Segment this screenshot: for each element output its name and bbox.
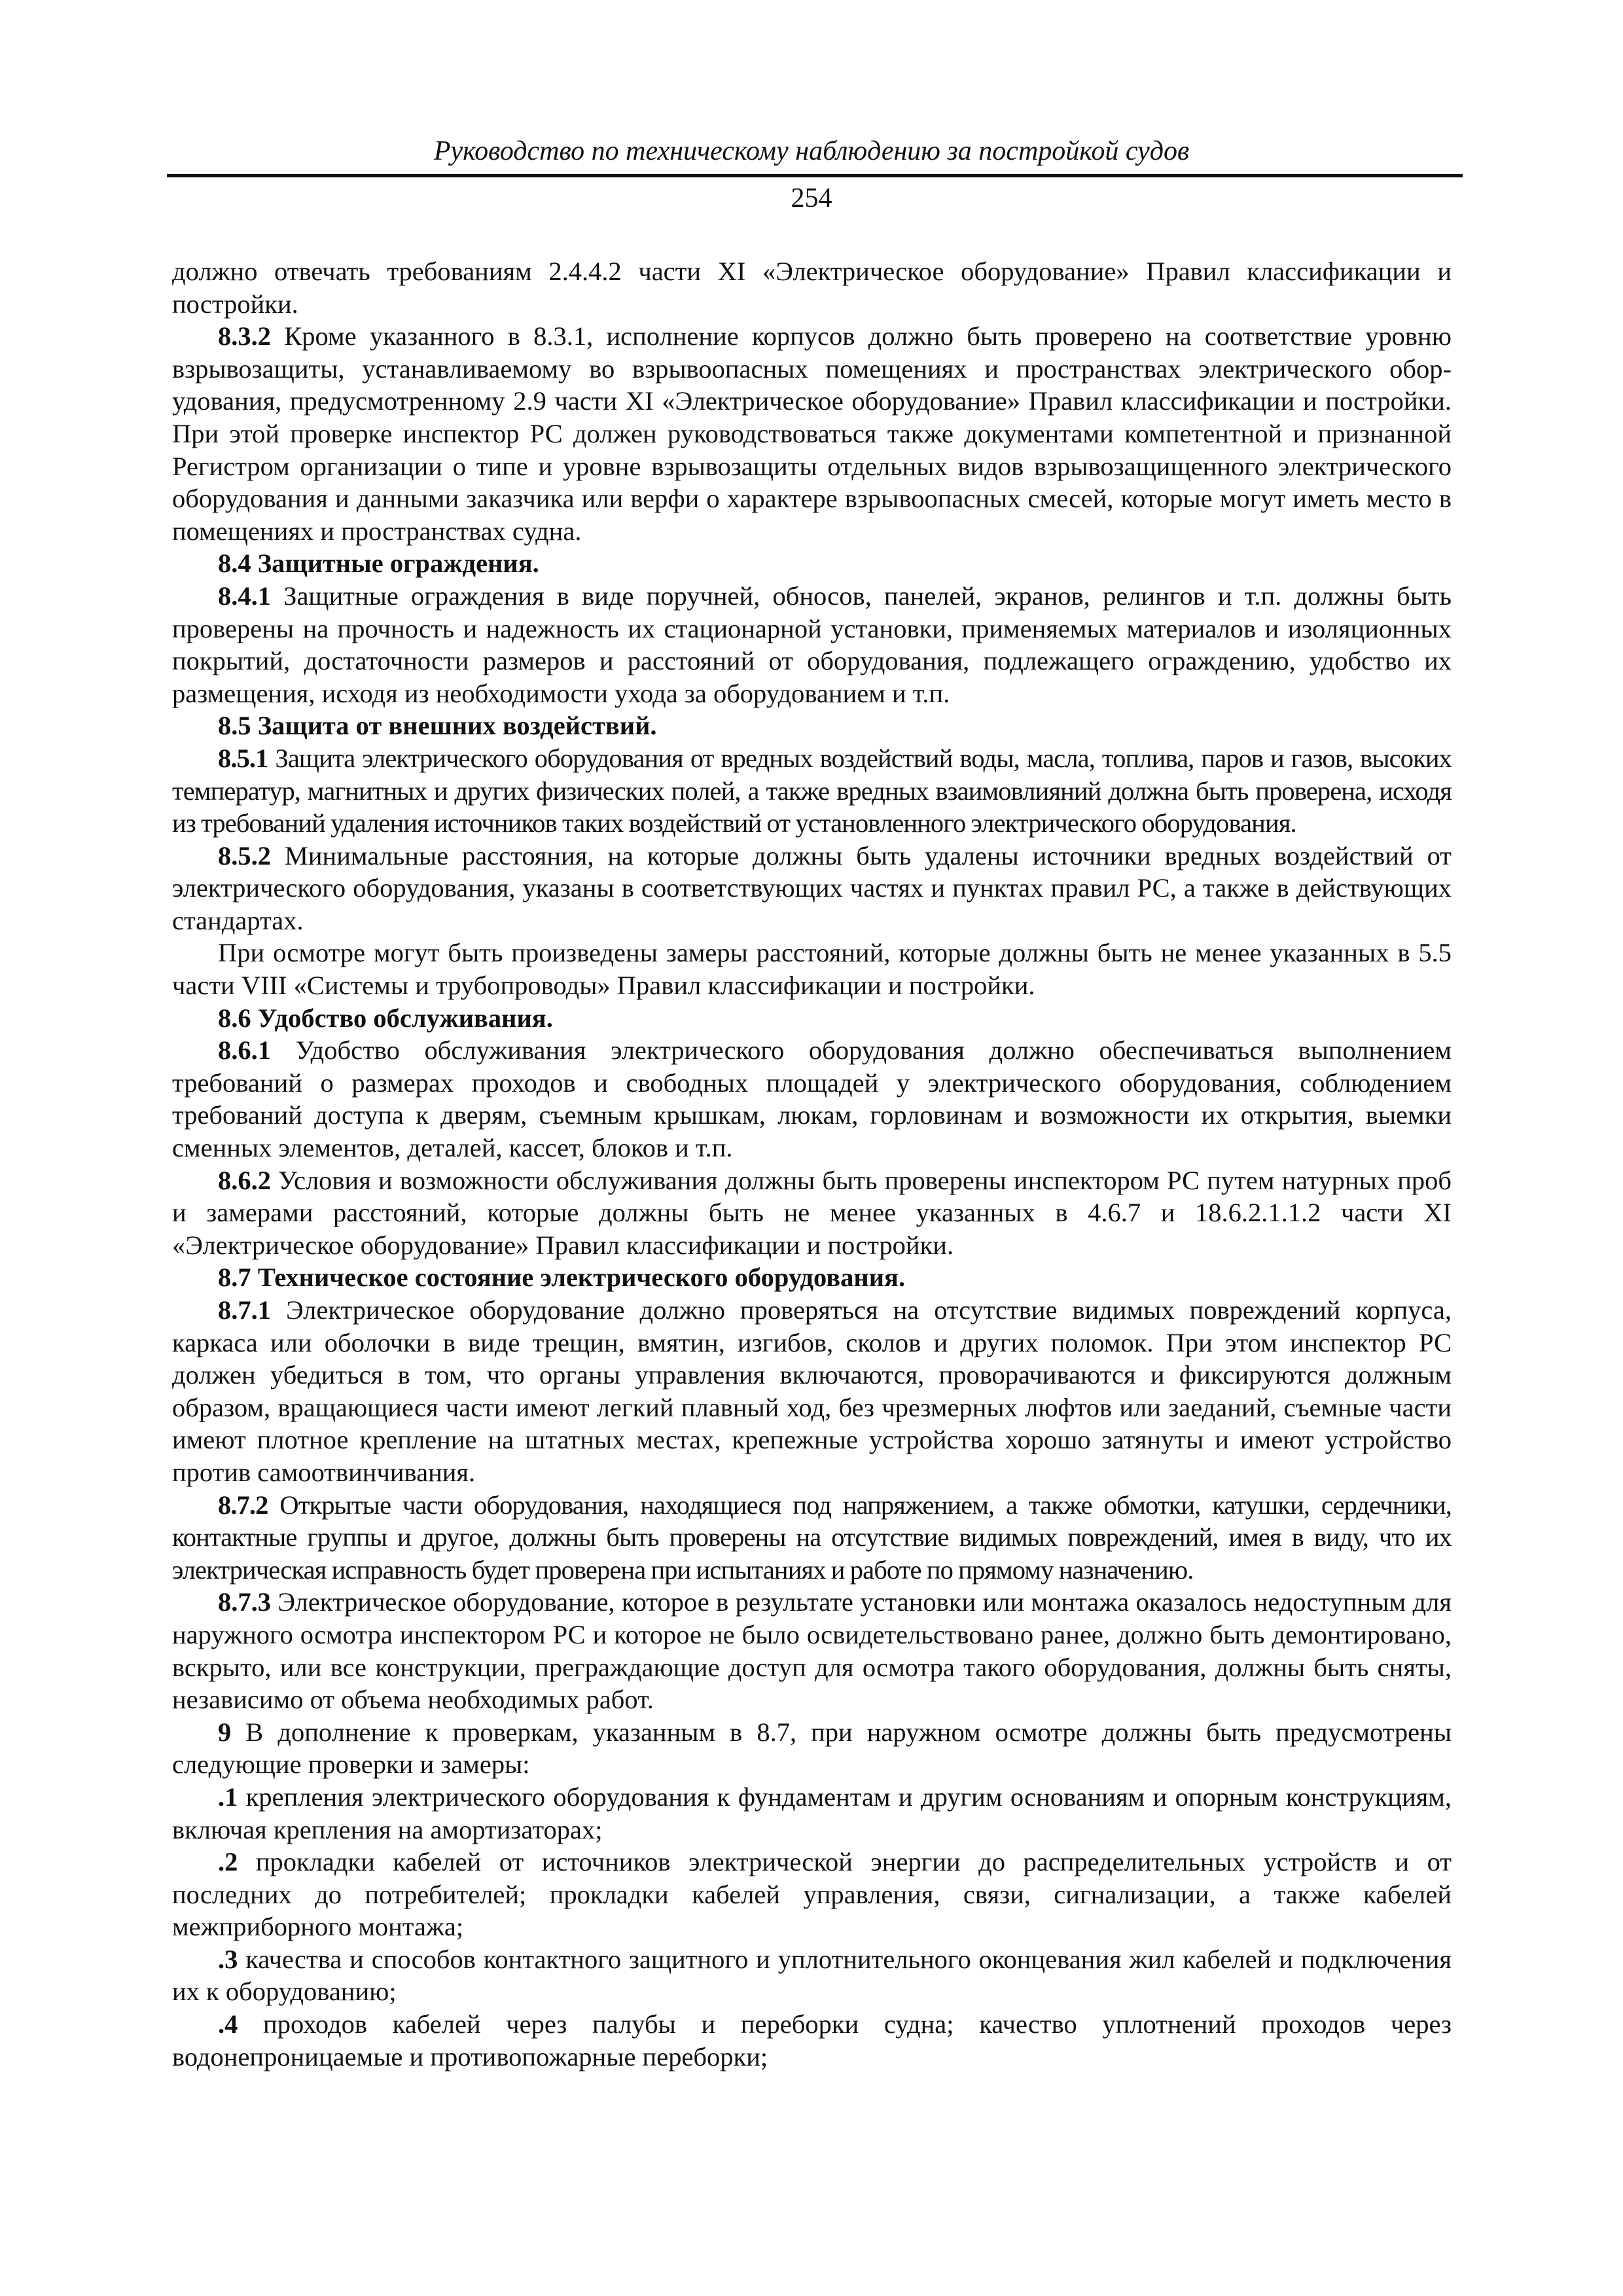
running-header-title: Руководство по техническому наблюдению за постройкой судов — [433, 136, 1190, 166]
paragraph-8-6-1: 8.6.1 Удобство обслуживания электрического оборудования должно обеспечиваться выполнением требований о размерах проходов и свободных площадей у электрического оборудования, соблюдением требований доступа к дверям, съемным крышкам, люкам, горловинам и возможности их открытия, выемки сменных элементов, деталей, кассет, блоков и т.п. — [172, 1035, 1452, 1163]
section-heading-8-4: 8.4 Защитные ограждения. — [218, 548, 539, 579]
list-item-number: .2 — [218, 1847, 238, 1877]
clause-number: 8.6.2 — [218, 1165, 271, 1195]
paragraph-8-4-1: 8.4.1 Защитные ограждения в виде поручней, обносов, панелей, экранов, релингов и т.п. должны быть проверены на прочность и надежность их стационарной установки, применяемых материалов и изоляционных покрытий, достаточности размеров и расстояний от оборудования, подлежащего ограждению, удобство их размещения, исходя из необходимости ухода за оборудованием и т.п. — [172, 581, 1452, 708]
paragraph-distances: При осмотре могут быть произведены замеры расстояний, которые должны быть не менее указанных в 5.5 части VIII «Системы и трубопроводы» Правил классификации и постройки. — [172, 938, 1452, 1001]
clause-number: 8.7.2 — [218, 1490, 268, 1520]
page-number: 254 — [791, 183, 832, 213]
clause-number: 8.5.2 — [218, 840, 271, 870]
clause-number: 8.3.2 — [218, 321, 271, 351]
paragraph-8-5-2: 8.5.2 Минимальные расстояния, на которые должны быть удалены источники вредных воздействий от электрического оборудования, указаны в соответствующих частях и пунктах правил РС, а также в действующих стандартах. — [172, 840, 1452, 935]
clause-number: 9 — [218, 1717, 232, 1747]
paragraph-8-7-1: 8.7.1 Электрическое оборудование должно проверяться на отсутствие видимых повреждений корпуса, каркаса или оболочки в виде трещин, вмятин, изгибов, сколов и других поломок. При этом инспектор РС должен убедиться в том, что органы управления включаются, проворачиваются и фиксируются должным образом, вращающиеся части имеют легкий плавный ход, без чрезмерных люфтов или заеданий, съемные части имеют плотное крепление на штатных местах, крепежные устройства хорошо затянуты и имеют устройство против самоотвинчивания. — [172, 1295, 1452, 1487]
paragraph-8-7-3: 8.7.3 Электрическое оборудование, которое в результате установки или монтажа оказалось недоступным для наружного осмотра инспектором РС и которое не было освидетельствовано ранее, должно быть демонтировано, вскрыто, или все конструкции, преграждающие доступ для осмотра такого оборудования, должны быть сняты, независимо от объема необходимых работ. — [172, 1587, 1452, 1715]
list-item-number: .1 — [218, 1782, 238, 1812]
clause-number: 8.7.1 — [218, 1295, 271, 1325]
clause-number: 8.7.3 — [218, 1587, 271, 1617]
paragraph-9: 9 В дополнение к проверкам, указанным в 8.7, при наружном осмотре должны быть предусмотрены следующие проверки и замеры: — [172, 1717, 1452, 1780]
section-heading-8-6: 8.6 Удобство обслуживания. — [218, 1003, 553, 1033]
list-item-3: .3 качества и способов контактного защитного и уплотнительного оконцевания жил кабелей и подключения их к оборудованию; — [172, 1944, 1452, 2007]
paragraph-8-3-2: 8.3.2 Кроме указанного в 8.3.1, исполнение корпусов должно быть проверено на соответствие уровню взрывозащиты, устанавливаемому во взрывоопасных помещениях и пространствах электрического оборудования, предусмотренному 2.9 части XI «Электрическое оборудование» Правил классификации и постройки. При этой проверке инспектор РС должен руководствоваться также документами компетентной и признанной Регистром организации о типе и уровне взрывозащиты отдельных видов взрывозащищенного электрического оборудования и данными заказчика или верфи о характере взрывоопасных смесей, которые могут иметь место в помещениях и пространствах судна. — [172, 321, 1452, 546]
document-body — [172, 255, 1452, 2073]
list-item-1: .1 крепления электрического оборудования к фундаментам и другим основаниям и опорным конструкциям, включая крепления на амортизаторах; — [172, 1782, 1452, 1844]
clause-number: 8.6.1 — [218, 1035, 271, 1066]
paragraph-8-5-1: 8.5.1 Защита электрического оборудования от вредных воздействий воды, масла, топлива, паров и газов, высоких температур, магнитных и других физических полей, а также вредных взаимовлияний должна быть проверена, исходя из требований удаления источников таких воздействий от установленного электрического оборудования. — [172, 743, 1452, 838]
paragraph-continuation: должно отвечать требованиям 2.4.4.2 части XI «Электрическое оборудование» Правил классификации и постройки. — [172, 257, 1452, 319]
list-item-number: .3 — [218, 1944, 238, 1974]
section-heading-8-5: 8.5 Защита от внешних воздействий. — [218, 711, 657, 741]
list-item-2: .2 прокладки кабелей от источников электрической энергии до распределительных устройств и от последних до потребителей; прокладки кабелей управления, связи, сигнализации, а также кабелей межприборного монтажа; — [172, 1847, 1452, 1942]
section-heading-8-7: 8.7 Техническое состояние электрического оборудования. — [218, 1263, 906, 1293]
paragraph-8-6-2: 8.6.2 Условия и возможности обслуживания должны быть проверены инспектором РС путем натурных проб и замерами расстояний, которые должны быть не менее указанных в 4.6.7 и 18.6.2.1.1.2 части XI «Электрическое оборудование» Правил классификации и постройки. — [172, 1165, 1452, 1260]
clause-number: 8.4.1 — [218, 581, 271, 611]
paragraph-8-7-2: 8.7.2 Открытые части оборудования, находящиеся под напряжением, а также обмотки, катушки, сердечники, контактные группы и другое, должны быть проверены на отсутствие видимых повреждений, имея в виду, что их электрическая исправность будет проверена при испытаниях и работе по прямому назначению. — [172, 1490, 1452, 1585]
list-item-4: .4 проходов кабелей через палубы и переборки судна; качество уплотнений проходов через водонепроницаемые и противопожарные переборки; — [172, 2009, 1452, 2072]
header-rule — [167, 174, 1463, 177]
clause-number: 8.5.1 — [218, 743, 268, 773]
list-item-number: .4 — [218, 2009, 238, 2039]
